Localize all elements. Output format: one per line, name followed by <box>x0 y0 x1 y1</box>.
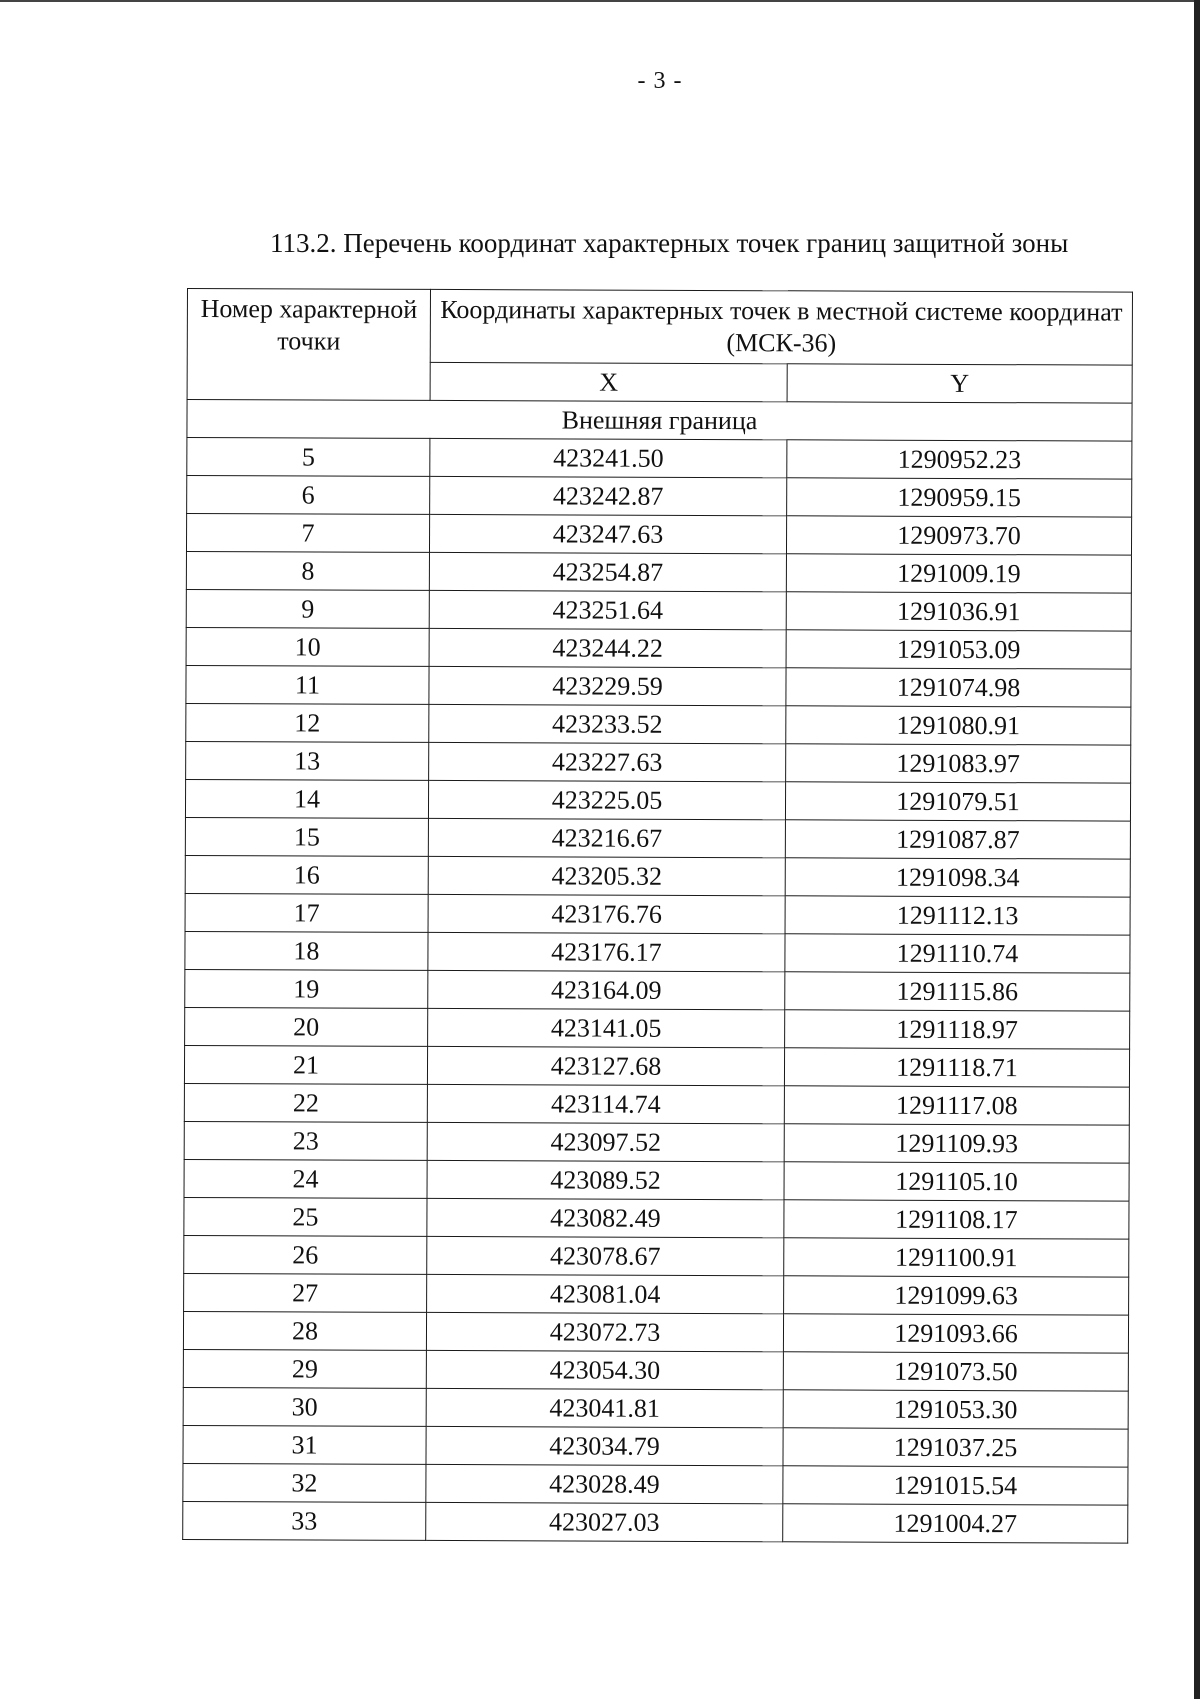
table-row <box>185 969 1130 1011</box>
table-row <box>185 779 1130 821</box>
x-coordinate-cell: 423205.32 <box>428 856 785 895</box>
point-number-cell: 31 <box>183 1425 426 1464</box>
table-row <box>184 1273 1129 1315</box>
section-row <box>187 400 1132 442</box>
table-row <box>186 589 1131 631</box>
y-coordinate-cell: 1291087.87 <box>785 820 1130 859</box>
y-coordinate-cell: 1291037.25 <box>783 1428 1128 1467</box>
point-number-cell: 10 <box>186 627 429 666</box>
table-row <box>184 1045 1129 1087</box>
y-coordinate-cell: 1290959.15 <box>787 478 1132 517</box>
x-coordinate-cell: 423141.05 <box>428 1008 785 1047</box>
x-coordinate-cell: 423164.09 <box>428 970 785 1009</box>
table-row <box>185 817 1130 859</box>
table-row <box>185 931 1130 973</box>
x-coordinate-cell: 423054.30 <box>426 1350 783 1389</box>
x-coordinate-cell: 423082.49 <box>427 1198 784 1237</box>
table-row <box>184 1159 1129 1201</box>
table-row <box>186 627 1131 669</box>
table-row <box>183 1349 1128 1391</box>
point-number-cell: 29 <box>183 1349 426 1388</box>
header-point-number: Номер характерной точки <box>187 289 430 401</box>
y-coordinate-cell: 1291112.13 <box>785 896 1130 935</box>
y-coordinate-cell: 1291109.93 <box>784 1124 1129 1163</box>
x-coordinate-cell: 423097.52 <box>427 1122 784 1161</box>
y-coordinate-cell: 1291093.66 <box>783 1314 1128 1353</box>
x-coordinate-cell: 423072.73 <box>426 1312 783 1351</box>
y-coordinate-cell: 1291080.91 <box>786 706 1131 745</box>
y-coordinate-cell: 1291053.09 <box>786 630 1131 669</box>
x-coordinate-cell: 423233.52 <box>429 704 786 743</box>
table-row <box>187 438 1132 480</box>
y-coordinate-cell: 1291098.34 <box>785 858 1130 897</box>
coordinates-table <box>182 288 1133 1544</box>
x-coordinate-cell: 423227.63 <box>429 742 786 781</box>
x-coordinate-cell: 423242.87 <box>430 476 787 515</box>
point-number-cell: 33 <box>183 1501 426 1540</box>
y-coordinate-cell: 1291105.10 <box>784 1162 1129 1201</box>
x-coordinate-cell: 423081.04 <box>427 1274 784 1313</box>
table-row <box>186 703 1131 745</box>
point-number-cell: 9 <box>186 589 429 628</box>
table-row <box>185 855 1130 897</box>
table-row <box>185 893 1130 935</box>
point-number-cell: 13 <box>186 741 429 780</box>
x-coordinate-cell: 423225.05 <box>428 780 785 819</box>
table-row <box>186 514 1131 556</box>
table-row <box>183 1387 1128 1429</box>
y-coordinate-cell: 1291015.54 <box>783 1466 1128 1505</box>
x-coordinate-cell: 423127.68 <box>427 1046 784 1085</box>
table-row <box>185 1007 1130 1049</box>
y-coordinate-cell: 1291099.63 <box>784 1276 1129 1315</box>
point-number-cell: 24 <box>184 1159 427 1198</box>
table-row <box>186 665 1131 707</box>
point-number-cell: 19 <box>185 969 428 1008</box>
point-number-cell: 23 <box>184 1121 427 1160</box>
x-coordinate-cell: 423114.74 <box>427 1084 784 1123</box>
y-coordinate-cell: 1291100.91 <box>784 1238 1129 1277</box>
x-coordinate-cell: 423216.67 <box>428 818 785 857</box>
y-coordinate-cell: 1291108.17 <box>784 1200 1129 1239</box>
table-row <box>183 1501 1128 1543</box>
table-body <box>183 400 1132 1544</box>
point-number-cell: 11 <box>186 665 429 704</box>
y-coordinate-cell: 1290973.70 <box>786 516 1131 555</box>
y-coordinate-cell: 1291110.74 <box>785 934 1130 973</box>
scan-edge-right <box>1194 0 1200 1699</box>
scan-edge-top <box>0 0 1200 2</box>
header-coordinates: Координаты характерных точек в местной системе координат (МСК-36) <box>430 289 1132 365</box>
point-number-cell: 15 <box>185 817 428 856</box>
point-number-cell: 27 <box>184 1273 427 1312</box>
table-row <box>184 1083 1129 1125</box>
y-coordinate-cell: 1290952.23 <box>787 440 1132 479</box>
y-coordinate-cell: 1291118.97 <box>785 1010 1130 1049</box>
point-number-cell: 21 <box>184 1045 427 1084</box>
point-number-cell: 8 <box>186 552 429 591</box>
point-number-cell: 14 <box>185 779 428 818</box>
y-coordinate-cell: 1291053.30 <box>783 1390 1128 1429</box>
table-title: 113.2. Перечень координат характерных точек границ защитной зоны <box>270 228 1069 258</box>
point-number-cell: 30 <box>183 1387 426 1426</box>
table-row <box>186 552 1131 594</box>
point-number-cell: 6 <box>187 476 430 515</box>
x-coordinate-cell: 423176.76 <box>428 894 785 933</box>
y-coordinate-cell: 1291036.91 <box>786 592 1131 631</box>
x-coordinate-cell: 423247.63 <box>429 514 786 553</box>
point-number-cell: 12 <box>186 703 429 742</box>
x-coordinate-cell: 423089.52 <box>427 1160 784 1199</box>
y-coordinate-cell: 1291009.19 <box>786 554 1131 593</box>
x-coordinate-cell: 423028.49 <box>426 1464 783 1503</box>
point-number-cell: 18 <box>185 931 428 970</box>
x-coordinate-cell: 423034.79 <box>426 1426 783 1465</box>
point-number-cell: 22 <box>184 1083 427 1122</box>
point-number-cell: 28 <box>183 1311 426 1350</box>
x-coordinate-cell: 423251.64 <box>429 590 786 629</box>
x-coordinate-cell: 423244.22 <box>429 628 786 667</box>
page-number: - 3 - <box>637 68 683 94</box>
point-number-cell: 20 <box>185 1007 428 1046</box>
table-row <box>184 1197 1129 1239</box>
y-coordinate-cell: 1291117.08 <box>784 1086 1129 1125</box>
x-coordinate-cell: 423229.59 <box>429 666 786 705</box>
table-row <box>183 1463 1128 1505</box>
x-coordinate-cell: 423254.87 <box>429 552 786 591</box>
table-row <box>184 1121 1129 1163</box>
y-coordinate-cell: 1291118.71 <box>784 1048 1129 1087</box>
point-number-cell: 16 <box>185 855 428 894</box>
y-coordinate-cell: 1291074.98 <box>786 668 1131 707</box>
x-coordinate-cell: 423027.03 <box>426 1502 783 1541</box>
point-number-cell: 5 <box>187 438 430 477</box>
point-number-cell: 25 <box>184 1197 427 1236</box>
header-x: X <box>430 362 787 401</box>
table-row <box>184 1235 1129 1277</box>
header-y: Y <box>787 364 1132 403</box>
table-row <box>187 476 1132 518</box>
point-number-cell: 26 <box>184 1235 427 1274</box>
x-coordinate-cell: 423078.67 <box>427 1236 784 1275</box>
section-label: Внешняя граница <box>187 400 1132 442</box>
y-coordinate-cell: 1291004.27 <box>783 1504 1128 1543</box>
y-coordinate-cell: 1291079.51 <box>785 782 1130 821</box>
table-row <box>186 741 1131 783</box>
point-number-cell: 32 <box>183 1463 426 1502</box>
x-coordinate-cell: 423241.50 <box>430 438 787 477</box>
point-number-cell: 17 <box>185 893 428 932</box>
y-coordinate-cell: 1291083.97 <box>786 744 1131 783</box>
point-number-cell: 7 <box>186 514 429 553</box>
table-row <box>183 1425 1128 1467</box>
x-coordinate-cell: 423041.81 <box>426 1388 783 1427</box>
y-coordinate-cell: 1291115.86 <box>785 972 1130 1011</box>
table-row <box>183 1311 1128 1353</box>
y-coordinate-cell: 1291073.50 <box>783 1352 1128 1391</box>
x-coordinate-cell: 423176.17 <box>428 932 785 971</box>
